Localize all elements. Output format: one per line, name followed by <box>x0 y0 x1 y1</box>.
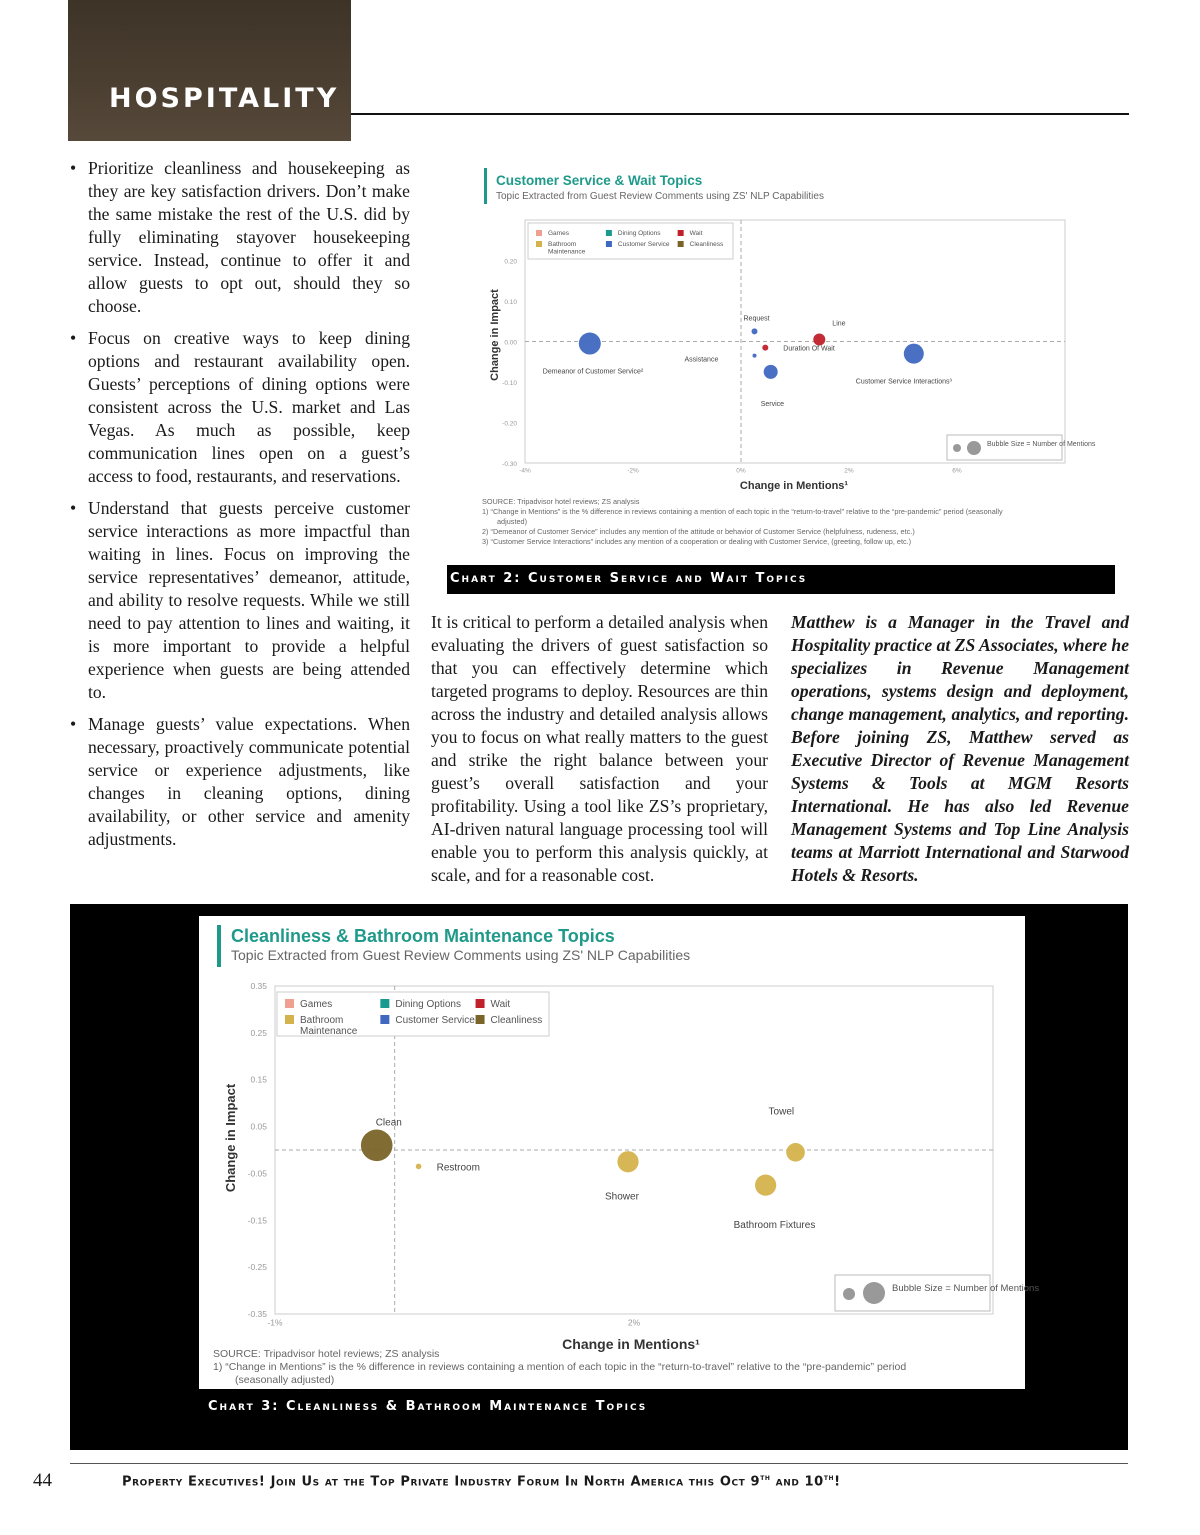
y-tick-label: 0.10 <box>504 299 517 306</box>
legend-swatch <box>678 241 684 247</box>
data-point-label: Restroom <box>436 1162 480 1174</box>
y-tick-label: -0.10 <box>502 380 517 387</box>
y-tick-label: 0.00 <box>504 339 517 347</box>
chart-cleanliness-bathroom <box>199 916 1040 1389</box>
title-accent-bar <box>484 168 487 204</box>
x-tick-label: 2% <box>844 467 854 475</box>
chart2-svg <box>477 163 1096 558</box>
legend-swatch <box>536 230 542 236</box>
x-axis-label: Change in Mentions¹ <box>562 1336 700 1352</box>
legend-label: Bathroom <box>300 1015 344 1026</box>
body-paragraph: It is critical to perform a detailed analysis when evaluating the drivers of guest satisfaction so that you can effectively determine which targeted programs to deploy. Resources are thin across the industry and detailed analysis allows you to focus on what really matters to the guest and strike the right balance between your guest’s overall satisfaction and your profitability. Using a tool like ZS’s proprietary, AI-driven natural language processing tool will enable you to perform this analysis quickly, at scale, and for a reasonable cost. <box>431 612 768 885</box>
y-tick-label: 0.15 <box>250 1074 267 1085</box>
legend-swatch <box>380 1015 389 1024</box>
bubble-size-legend <box>835 1275 1039 1311</box>
footer-text-1: Property Executives! Join Us at the Top Private Industry Forum In North America this Oct 9 <box>122 1474 761 1490</box>
y-tick-label: -0.35 <box>247 1309 267 1319</box>
y-tick-label: 0.25 <box>250 1027 267 1038</box>
y-tick-label: 0.35 <box>250 981 267 991</box>
data-point-label: Customer Service Interactions³ <box>855 378 952 386</box>
legend-label: Wait <box>689 230 703 237</box>
footer-text-2: and 10 <box>770 1474 824 1490</box>
list-item: • Focus on creative ways to keep dining options and restaurant availability open. Guests’ perceptions of dining options were consistent across the U.S. market and Las Vegas. As much as possible, keep communication lines open on a guest’s access to food, restaurants, and reservations. <box>70 327 410 488</box>
legend-label: Cleanliness <box>689 241 724 248</box>
source-line: adjusted) <box>497 517 528 526</box>
source-line: 2) “Demeanor of Customer Service” includes any mention of the attitude or behavior of Customer Service (helpfulness, rudeness, etc.) <box>482 527 915 536</box>
list-item: • Manage guests’ value expectations. When necessary, proactively communicate potential service or experience adjustments, like changes in cleaning options, dining availability, or other service and amenity adjustments. <box>70 713 410 851</box>
chart-title: Cleanliness & Bathroom Maintenance Topics <box>231 926 615 946</box>
chart3-svg <box>199 916 1040 1389</box>
legend-label: Games <box>300 999 333 1010</box>
legend-swatch <box>285 999 294 1008</box>
x-tick-label: 2% <box>627 1317 641 1328</box>
legend-label: Maintenance <box>548 248 586 256</box>
y-tick-label: 0.05 <box>250 1121 267 1132</box>
legend-swatch <box>536 241 542 247</box>
bubble-legend-text: Bubble Size = Number of Mentions <box>987 441 1096 448</box>
chart-title: Customer Service & Wait Topics <box>496 173 703 188</box>
data-point-label: Demeanor of Customer Service² <box>542 368 644 376</box>
data-point-label: Shower <box>605 1191 639 1203</box>
legend-label: Dining Options <box>395 999 461 1010</box>
bubble-legend-small <box>843 1288 855 1300</box>
data-point <box>753 354 757 358</box>
recommendation-list <box>70 157 410 860</box>
legend-label: Customer Service <box>395 1015 475 1026</box>
legend-swatch <box>476 999 485 1008</box>
x-tick-label: 6% <box>952 467 962 475</box>
x-tick-label: -4% <box>519 467 531 475</box>
data-point <box>813 333 825 345</box>
title-accent-bar <box>217 925 221 967</box>
page-number: 44 <box>33 1470 52 1491</box>
list-item: • Understand that guests perceive customer service interactions as more impactful than waiting in lines. Focus on improving the service representatives’ demeanor, attitude, and ability to resolve requests. While we still need to pay attention to lines and waiting, it is more important to provide a helpful experience when guests are being attended to. <box>70 497 410 704</box>
source-line: SOURCE: Tripadvisor hotel reviews; ZS analysis <box>482 497 640 506</box>
legend-label: Maintenance <box>300 1026 358 1037</box>
data-point-label: Duration Of Wait <box>783 345 835 353</box>
y-tick-label: -0.30 <box>502 461 517 468</box>
footer-sup-2: th <box>823 1473 835 1483</box>
legend-label: Games <box>548 230 569 237</box>
data-point <box>764 365 778 379</box>
source-line: (seasonally adjusted) <box>235 1374 335 1386</box>
legend-label: Wait <box>490 999 511 1010</box>
bubble-legend-large <box>967 441 981 455</box>
data-point <box>762 345 768 351</box>
source-line: SOURCE: Tripadvisor hotel reviews; ZS analysis <box>213 1348 440 1360</box>
data-point-label: Clean <box>375 1117 402 1129</box>
data-point-label: Assistance <box>684 356 719 364</box>
data-point <box>752 328 758 334</box>
data-point-label: Bathroom Fixtures <box>733 1220 816 1232</box>
section-rule <box>351 113 1129 115</box>
bubble-legend-large <box>863 1282 885 1304</box>
chart-source-notes <box>482 497 1003 546</box>
data-point <box>416 1164 422 1170</box>
data-point <box>617 1151 638 1172</box>
footer-text-3: ! <box>834 1474 841 1490</box>
section-title: HOSPITALITY <box>109 83 340 114</box>
data-point <box>361 1130 393 1162</box>
chart3-panel <box>70 904 1128 1450</box>
chart2-caption: Chart 2: Customer Service and Wait Topics <box>447 565 1115 594</box>
legend-label: Customer Service <box>617 241 670 248</box>
data-point <box>786 1143 805 1162</box>
y-tick-label: -0.05 <box>247 1168 267 1179</box>
chart3-caption: Chart 3: Cleanliness & Bathroom Maintenance Topics <box>208 1399 648 1414</box>
y-tick-label: -0.15 <box>247 1215 267 1226</box>
data-point-label: Request <box>743 315 770 323</box>
legend-swatch <box>285 1015 294 1024</box>
y-axis-label: Change in Impact <box>223 1083 238 1193</box>
bubble-size-legend <box>947 435 1096 460</box>
legend-swatch <box>606 241 612 247</box>
data-point <box>755 1175 776 1196</box>
legend-label: Cleanliness <box>490 1015 543 1026</box>
x-tick-label: -2% <box>627 467 639 475</box>
y-axis-label: Change in Impact <box>489 289 501 381</box>
data-point-label: Towel <box>768 1106 795 1118</box>
author-bio: Matthew is a Manager in the Travel and Hospitality practice at ZS Associates, where he specializes in Revenue Management operations, systems design and deployment, change management, analytics, and reporting. Before joining ZS, Matthew served as Executive Director of Revenue Management Systems & Tools at MGM Resorts International. He has also led Revenue Management Systems and Top Line Analysis teams at Marriott International and Starwood Hotels & Resorts. <box>791 612 1130 885</box>
x-tick-label: 0% <box>736 467 746 475</box>
data-point-label: Service <box>760 400 785 408</box>
chart-customer-service-wait <box>477 163 1096 558</box>
footer-promo <box>122 1473 1112 1489</box>
legend-swatch <box>380 999 389 1008</box>
chart-subtitle: Topic Extracted from Guest Review Comments using ZS' NLP Capabilities <box>231 947 691 963</box>
source-line: 1) “Change in Mentions” is the % difference in reviews containing a mention of each topic in the “return-to-travel” relative to the “pre-pandemic” period <box>213 1361 907 1373</box>
section-tab <box>68 0 351 141</box>
footer-sup-1: th <box>760 1473 771 1483</box>
y-tick-label: -0.20 <box>502 420 517 428</box>
y-tick-label: 0.20 <box>504 258 517 266</box>
chart-subtitle: Topic Extracted from Guest Review Comments using ZS' NLP Capabilities <box>496 191 824 202</box>
bubble-legend-small <box>953 444 961 452</box>
y-tick-label: -0.25 <box>247 1262 267 1273</box>
source-line: 3) “Customer Service Interactions” includes any mention of a cooperation or dealing with Customer Service, (greeting, follow up, etc.) <box>482 537 912 546</box>
bubble-legend-text: Bubble Size = Number of Mentions <box>892 1283 1040 1294</box>
x-tick-label: -1% <box>267 1317 283 1328</box>
list-item: • Prioritize cleanliness and housekeeping as they are key satisfaction drivers. Don’t make the same mistake the rest of the U.S. did by fully eliminating stayover housekeeping service. Instead, continue to offer it and allow guests to opt out, should they so choose. <box>70 157 410 318</box>
legend-label: Dining Options <box>617 230 661 237</box>
legend-swatch <box>606 230 612 236</box>
chart-source-notes <box>213 1348 906 1386</box>
data-point <box>904 344 924 364</box>
x-axis-label: Change in Mentions¹ <box>739 480 849 492</box>
legend-swatch <box>678 230 684 236</box>
footer-rule <box>70 1463 1128 1464</box>
data-point <box>579 333 601 355</box>
legend-swatch <box>476 1015 485 1024</box>
legend-label: Bathroom <box>548 241 577 248</box>
data-point-label: Line <box>832 320 846 328</box>
source-line: 1) “Change in Mentions” is the % difference in reviews containing a mention of each topic in the “return-to-travel” relative to the “pre-pandemic” period (seasonally <box>482 507 1003 516</box>
